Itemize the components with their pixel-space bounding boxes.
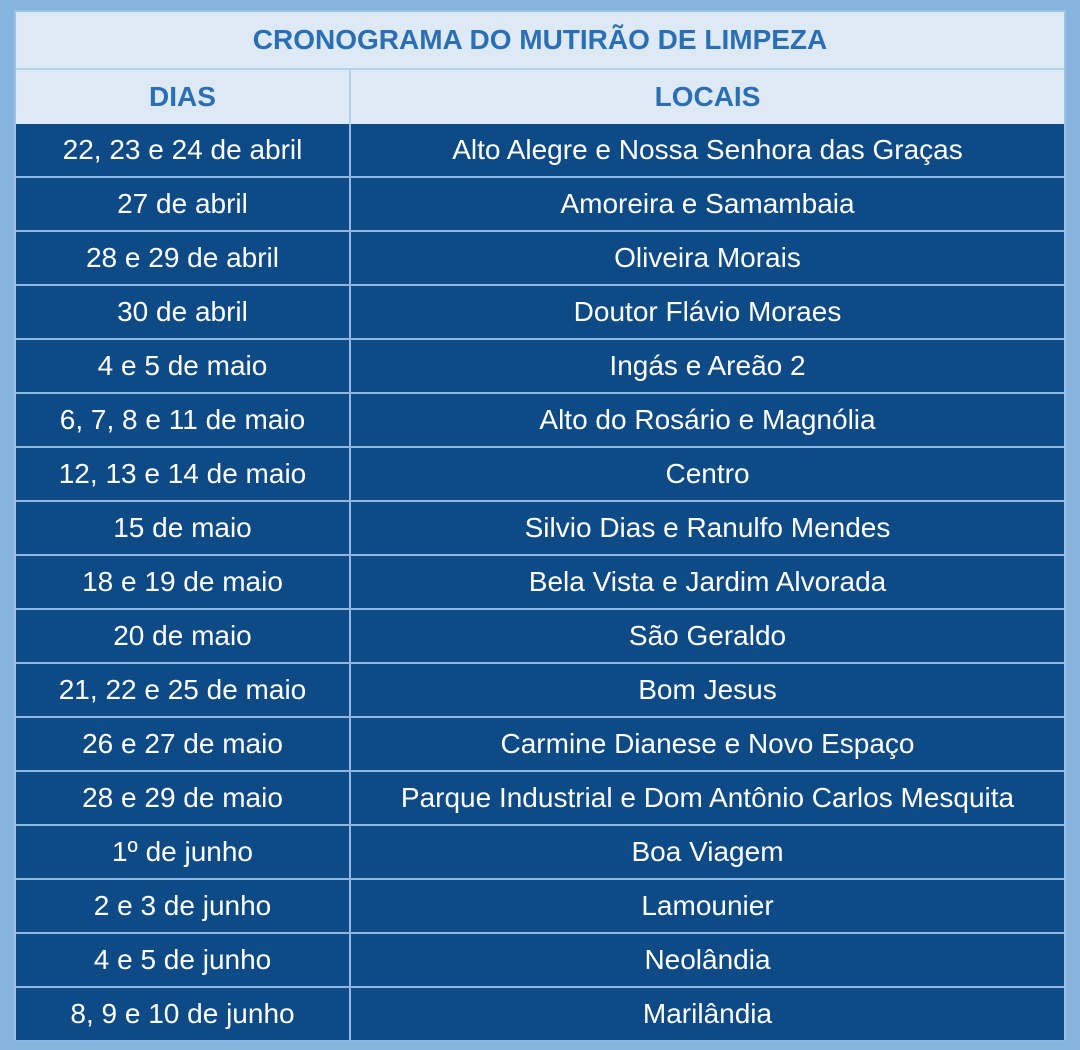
cell-dias: 30 de abril xyxy=(16,285,350,339)
table-row xyxy=(16,285,1064,339)
table-row xyxy=(16,933,1064,987)
table-row xyxy=(16,987,1064,1041)
cell-local: Oliveira Morais xyxy=(350,231,1064,285)
table-row xyxy=(16,771,1064,825)
cell-dias: 18 e 19 de maio xyxy=(16,555,350,609)
cell-dias: 20 de maio xyxy=(16,609,350,663)
table-row xyxy=(16,393,1064,447)
header-row xyxy=(16,69,1064,124)
cell-local: Marilândia xyxy=(350,987,1064,1041)
cell-local: Lamounier xyxy=(350,879,1064,933)
table-row xyxy=(16,124,1064,177)
cell-dias: 6, 7, 8 e 11 de maio xyxy=(16,393,350,447)
cell-dias: 27 de abril xyxy=(16,177,350,231)
cell-local: Amoreira e Samambaia xyxy=(350,177,1064,231)
cell-local: Bela Vista e Jardim Alvorada xyxy=(350,555,1064,609)
cell-local: Alto Alegre e Nossa Senhora das Graças xyxy=(350,124,1064,177)
cell-dias: 15 de maio xyxy=(16,501,350,555)
schedule-body xyxy=(16,124,1064,1041)
title-row xyxy=(16,12,1064,69)
cell-local: Alto do Rosário e Magnólia xyxy=(350,393,1064,447)
table-title: CRONOGRAMA DO MUTIRÃO DE LIMPEZA xyxy=(16,12,1064,69)
cell-dias: 8, 9 e 10 de junho xyxy=(16,987,350,1041)
table-row xyxy=(16,825,1064,879)
cell-local: Parque Industrial e Dom Antônio Carlos Mesquita xyxy=(350,771,1064,825)
cell-dias: 2 e 3 de junho xyxy=(16,879,350,933)
table-row xyxy=(16,447,1064,501)
cell-dias: 1º de junho xyxy=(16,825,350,879)
schedule-frame xyxy=(14,10,1066,1040)
table-row xyxy=(16,501,1064,555)
table-row xyxy=(16,231,1064,285)
cell-dias: 12, 13 e 14 de maio xyxy=(16,447,350,501)
table-row xyxy=(16,663,1064,717)
cell-local: São Geraldo xyxy=(350,609,1064,663)
table-row xyxy=(16,339,1064,393)
cell-local: Bom Jesus xyxy=(350,663,1064,717)
cell-local: Centro xyxy=(350,447,1064,501)
table-row xyxy=(16,879,1064,933)
cell-local: Silvio Dias e Ranulfo Mendes xyxy=(350,501,1064,555)
cell-dias: 26 e 27 de maio xyxy=(16,717,350,771)
schedule-table xyxy=(16,12,1064,1042)
cell-dias: 28 e 29 de abril xyxy=(16,231,350,285)
table-row xyxy=(16,609,1064,663)
cell-dias: 22, 23 e 24 de abril xyxy=(16,124,350,177)
cell-local: Ingás e Areão 2 xyxy=(350,339,1064,393)
column-header-dias: DIAS xyxy=(16,69,350,124)
cell-local: Doutor Flávio Moraes xyxy=(350,285,1064,339)
cell-local: Neolândia xyxy=(350,933,1064,987)
cell-dias: 4 e 5 de maio xyxy=(16,339,350,393)
table-row xyxy=(16,555,1064,609)
table-row xyxy=(16,177,1064,231)
cell-local: Carmine Dianese e Novo Espaço xyxy=(350,717,1064,771)
cell-dias: 21, 22 e 25 de maio xyxy=(16,663,350,717)
table-row xyxy=(16,717,1064,771)
cell-dias: 4 e 5 de junho xyxy=(16,933,350,987)
cell-local: Boa Viagem xyxy=(350,825,1064,879)
cell-dias: 28 e 29 de maio xyxy=(16,771,350,825)
column-header-locais: LOCAIS xyxy=(350,69,1064,124)
